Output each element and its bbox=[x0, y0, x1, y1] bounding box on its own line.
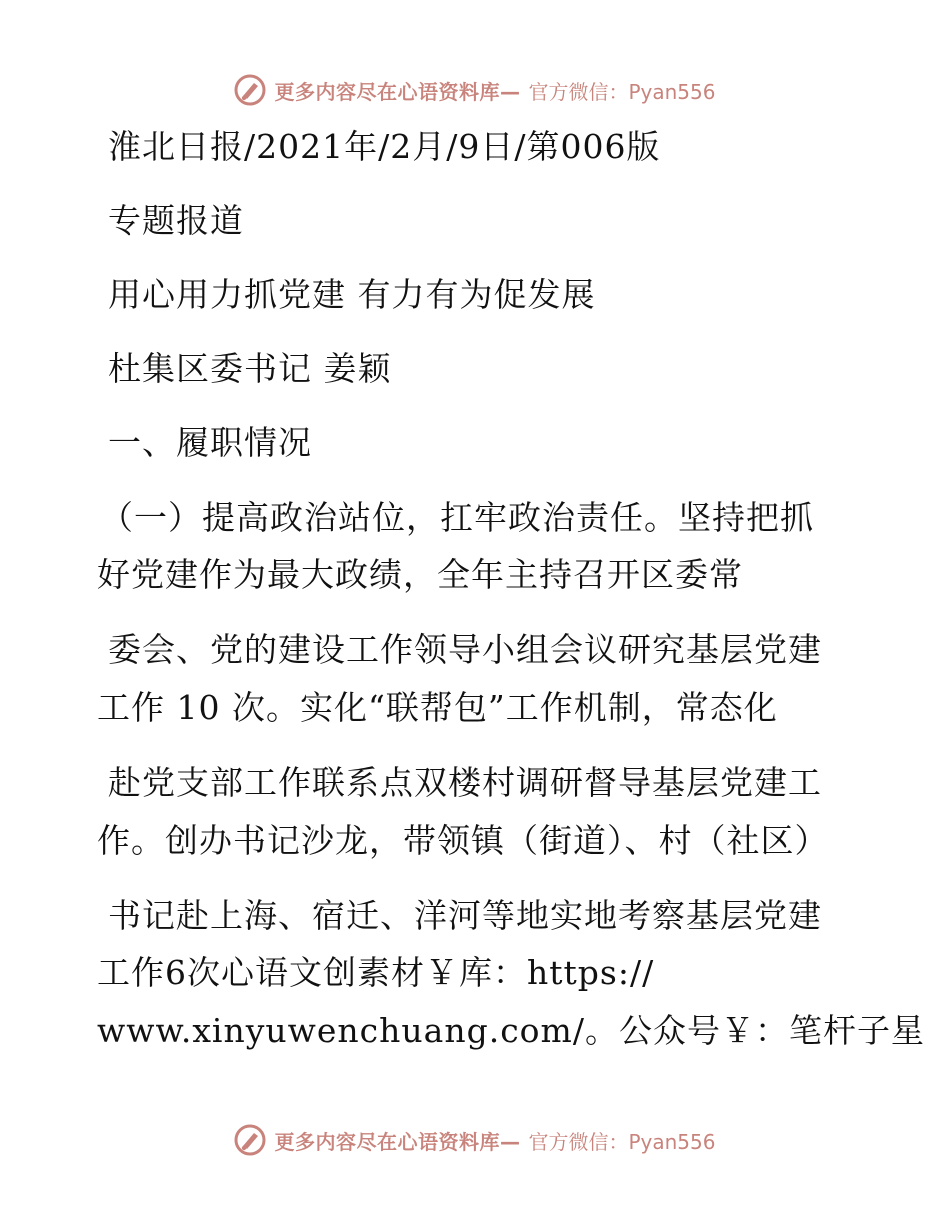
paragraph-line: （一）提高政治站位，扛牢政治责任。坚持把抓 bbox=[100, 498, 814, 537]
watermark-banner-top bbox=[0, 70, 950, 110]
brand-logo-icon bbox=[234, 74, 266, 106]
watermark-wechat: 官方微信：Pyan556 bbox=[528, 79, 716, 104]
paragraph-line: www.xinyuwenchuang.com/。公众号￥：笔杆子星 bbox=[97, 1011, 925, 1050]
paragraph-line: 好党建作为最大政绩，全年主持召开区委常 bbox=[97, 555, 743, 594]
watermark-banner-bottom bbox=[0, 1120, 950, 1160]
paragraph-line: 委会、党的建设工作领导小组会议研究基层党建 bbox=[108, 630, 822, 669]
section-label: 专题报道 bbox=[108, 201, 244, 240]
newspaper-source-line: 淮北日报/2021年/2月/9日/第006版 bbox=[108, 127, 661, 166]
paragraph-line: 工作 10 次。实化“联帮包”工作机制，常态化 bbox=[97, 688, 778, 727]
watermark-text: 更多内容尽在心语资料库— bbox=[274, 1129, 521, 1154]
section-heading: 一、履职情况 bbox=[108, 423, 312, 462]
paragraph-line: 作。创办书记沙龙，带领镇（街道）、村（社区） bbox=[97, 821, 829, 860]
article-title: 用心用力抓党建 有力有为促发展 bbox=[108, 275, 596, 314]
paragraph-line: 赴党支部工作联系点双楼村调研督导基层党建工 bbox=[108, 763, 822, 802]
brand-logo-icon bbox=[234, 1124, 266, 1156]
paragraph-line: 工作6次心语文创素材￥库：https:// bbox=[97, 953, 655, 992]
watermark-text: 更多内容尽在心语资料库— bbox=[274, 79, 521, 104]
article-author: 杜集区委书记 姜颖 bbox=[108, 349, 392, 388]
paragraph-line: 书记赴上海、宿迁、洋河等地实地考察基层党建 bbox=[108, 896, 822, 935]
watermark-wechat: 官方微信：Pyan556 bbox=[528, 1129, 716, 1154]
